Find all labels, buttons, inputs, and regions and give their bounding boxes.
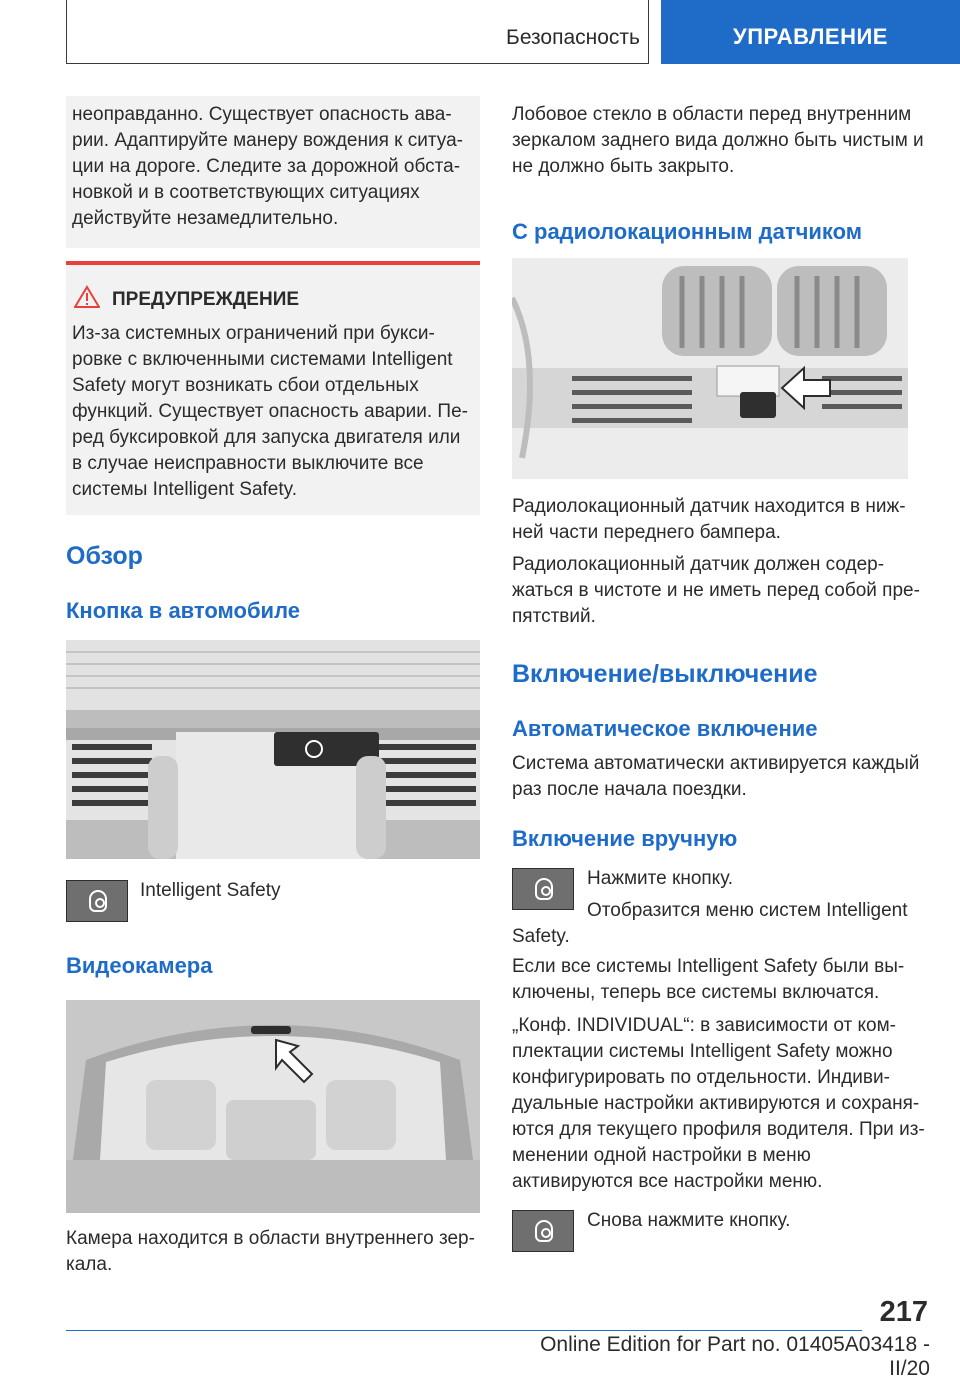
- text-line: плектации системы Intelligent Safety можно: [512, 1041, 893, 1062]
- heading-manual-on: Включение вручную: [512, 826, 738, 851]
- interior-camera-photo: [66, 1000, 480, 1213]
- box-line: неоправданно. Существует опасность ава-: [72, 104, 452, 125]
- camera-caption: [66, 1226, 475, 1278]
- box-line: действуйте незамедлительно.: [72, 208, 339, 229]
- box-line: рии. Адаптируйте манеру вождения к ситуа-: [72, 130, 463, 151]
- heading-radar: С радиолокационным датчиком: [512, 219, 863, 244]
- intelligent-safety-button-icon: [512, 1210, 574, 1252]
- caution-box: [66, 96, 480, 248]
- box-line: новкой и в соответствующих ситуациях: [72, 182, 420, 203]
- text-line: активируются все настройки меню.: [512, 1171, 823, 1192]
- text-line: Радиолокационный датчик должен содер-: [512, 554, 885, 575]
- warning-line: системы Intelligent Safety.: [72, 479, 298, 500]
- windshield-text: [512, 102, 924, 180]
- radar-sensor-photo: [512, 258, 908, 479]
- text-line: не должно быть закрыто.: [512, 156, 735, 177]
- text-line: Если все системы Intelligent Safety были вы-: [512, 956, 905, 977]
- text-line: раз после начала поездки.: [512, 779, 747, 800]
- warning-line: функций. Существует опасность аварии. Пе-: [72, 401, 468, 422]
- text-line: Радиолокационный датчик находится в ниж-: [512, 496, 906, 517]
- text-line: Лобовое стекло в области перед внутренним: [512, 104, 912, 125]
- step-menu-shown-cont: Safety.: [512, 926, 570, 947]
- camera-caption-line: кала.: [66, 1254, 113, 1275]
- warning-line: Из-за системных ограничений при букси-: [72, 323, 435, 344]
- text-line: конфигурировать по отдельности. Индиви-: [512, 1067, 890, 1088]
- radar-text-2: [512, 552, 920, 630]
- warning-title: ПРЕДУПРЕЖДЕНИЕ: [112, 289, 300, 310]
- heading-button-in-car: Кнопка в автомобиле: [66, 598, 300, 623]
- chapter-tab[interactable]: [661, 0, 960, 64]
- footer-rule: [66, 1330, 862, 1331]
- warning-triangle-icon: [74, 285, 100, 314]
- warning-line: ред буксировкой для запуска двигателя или: [72, 427, 461, 448]
- text-line: ются для текущего профиля водителя. При из-: [512, 1119, 925, 1140]
- text-line: пятствий.: [512, 606, 596, 627]
- text-line: ней части переднего бампера.: [512, 522, 781, 543]
- text-line: зеркалом заднего вида должно быть чистым и: [512, 130, 924, 151]
- heading-camera: Видеокамера: [66, 953, 213, 978]
- individual-text: [512, 1013, 925, 1195]
- heading-on-off: Включение/выключение: [512, 660, 818, 688]
- edition-footer: Online Edition for Part no. 01405A03418 - II/20: [540, 1333, 930, 1380]
- text-line: дуальные настройки активируются и сохраня-: [512, 1093, 920, 1114]
- camera-caption-line: Камера находится в области внутреннего зер-: [66, 1228, 475, 1249]
- intelligent-safety-button-icon: [66, 880, 128, 922]
- radar-text-1: [512, 494, 906, 546]
- text-line: Система автоматически активируется каждый: [512, 753, 920, 774]
- auto-text: [512, 751, 919, 803]
- text-line: ключены, теперь все системы включатся.: [512, 982, 880, 1003]
- warning-line: в случае неисправности выключите все: [72, 453, 424, 474]
- warning-box: [66, 265, 480, 515]
- text-line: менении одной настройки в меню: [512, 1145, 811, 1166]
- all-off-text: [512, 954, 904, 1006]
- button-caption: Intelligent Safety: [140, 880, 281, 901]
- page-number: 217: [879, 1296, 928, 1328]
- box-line: ции на дороге. Следите за дорожной обста-: [72, 156, 461, 177]
- intelligent-safety-button-icon: [512, 868, 574, 910]
- step-menu-shown: Отобразится меню систем Intelligent: [587, 900, 908, 921]
- step-press-again: Снова нажмите кнопку.: [587, 1210, 791, 1231]
- dashboard-button-photo: [66, 640, 480, 859]
- warning-line: ровке с включенными системами Intelligent: [72, 349, 453, 370]
- text-line: „Конф. INDIVIDUAL“: в зависимости от ком-: [512, 1015, 896, 1036]
- warning-line: Safety могут возникать сбои отдельных: [72, 375, 419, 396]
- section-title: Безопасность: [506, 26, 640, 49]
- step-press-button: Нажмите кнопку.: [587, 868, 734, 889]
- heading-overview: Обзор: [66, 542, 143, 570]
- text-line: жаться в чистоте и не иметь перед собой пре-: [512, 580, 920, 601]
- chapter-tab-label: УПРАВЛЕНИЕ: [733, 24, 888, 49]
- heading-auto-on: Автоматическое включение: [512, 716, 818, 741]
